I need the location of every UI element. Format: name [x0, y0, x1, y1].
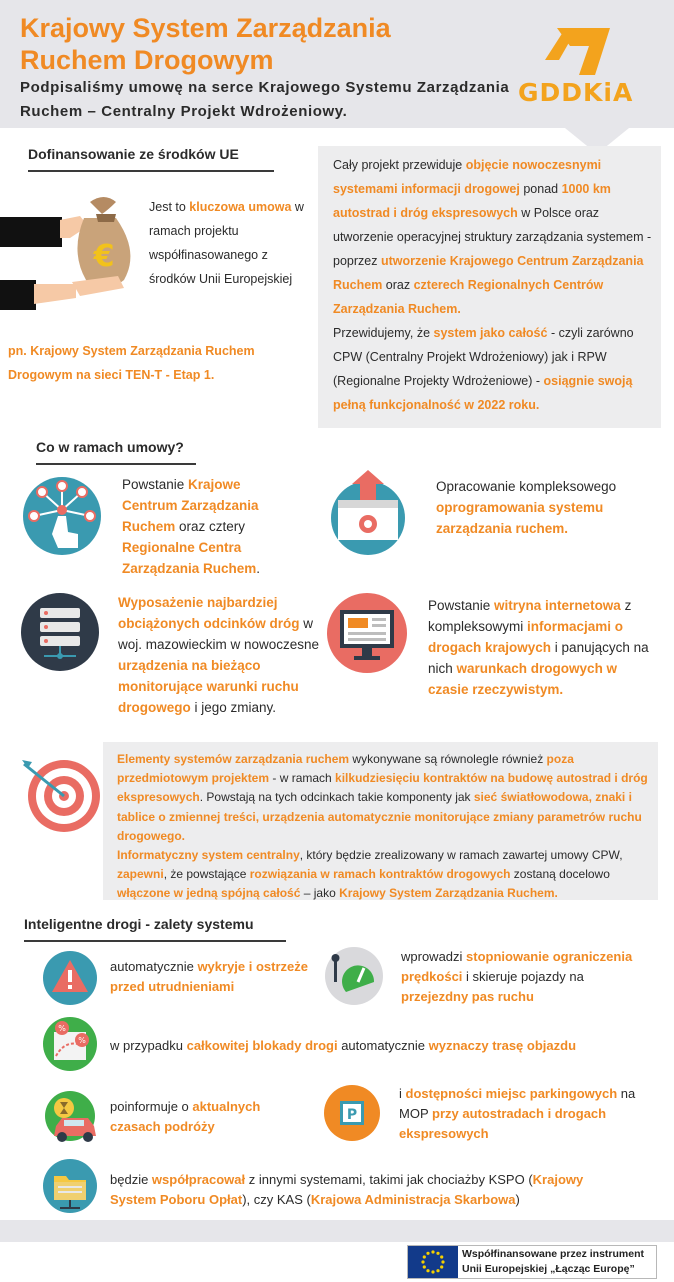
scope-text-part: Opracowanie kompleksowego — [436, 479, 617, 494]
elements-text-part: - w ramach — [269, 771, 336, 786]
scope-highlight: Wyposażenie najbardziej obciążonych odcinków dróg — [118, 595, 300, 631]
target-arrow-icon — [18, 752, 102, 836]
euro-symbol: € — [93, 239, 115, 274]
scope-highlight: witryna internetowa — [494, 598, 621, 613]
website-monitor-icon — [326, 592, 408, 674]
route-map-icon — [42, 1016, 98, 1072]
eu-funding-badge — [407, 1245, 657, 1279]
scope-item-centers — [122, 474, 287, 579]
scope-text-part: i panujących na nich — [428, 640, 649, 676]
elements-highlight: Krajowy System Zarządzania Ruchem. — [339, 886, 558, 901]
eu-flag-icon — [408, 1246, 458, 1278]
scope-text-part: i jego zmiany. — [190, 700, 277, 715]
benefit-cooperation — [110, 1170, 630, 1210]
benefit-travel-time — [110, 1097, 310, 1137]
benefit-text-part: automatycznie — [110, 959, 198, 974]
scope-text-part: Powstanie — [122, 477, 189, 492]
eu-funding-text: Współfinansowane przez instrument Unii Europejskiej „Łącząc Europę” — [462, 1248, 645, 1275]
elements-text-part: . Powstają na tych odcinkach takie komponenty jak — [199, 790, 474, 805]
page-subtitle: Podpisaliśmy umowę na serce Krajowego Systemu Zarządzania Ruchem – Centralny Projekt Wdrożeniowy. — [20, 79, 510, 120]
scope-text-part: Powstanie — [428, 598, 495, 613]
elements-text-part: , że powstające — [163, 867, 250, 882]
folder-network-icon — [40, 1158, 100, 1216]
overview-highlight: 1000 km autostrad i dróg ekspresowych — [333, 182, 611, 220]
benefit-text-part: na MOP — [399, 1086, 636, 1121]
benefit-text-part: i skieruje pojazdy na — [462, 969, 584, 984]
parking-icon — [323, 1084, 381, 1142]
funding-text-part: Jest to — [149, 200, 190, 214]
svg-text:%: % — [78, 1036, 86, 1045]
benefit-text-part: w przypadku — [110, 1038, 187, 1053]
benefit-detour — [110, 1036, 630, 1056]
elements-highlight: Elementy systemów zarządzania ruchem — [117, 752, 350, 766]
benefit-highlight: Krajowa Administracja Skarbowa — [310, 1192, 516, 1207]
overview-text-part: ponad — [519, 182, 562, 196]
overview-text-part: w Polsce oraz utworzenie operacyjnej struktury zarządzania systemem - poprzez — [333, 206, 652, 268]
benefit-speed — [401, 947, 646, 1007]
svg-text:P: P — [346, 1107, 358, 1123]
svg-text:%: % — [58, 1024, 66, 1033]
funding-text-part: w ramach projektu współfinasowanego z środków Unii Europejskiej — [149, 200, 304, 286]
section-heading-benefits: Inteligentne drogi - zalety systemu — [24, 916, 286, 942]
benefit-highlight: wyznaczy trasę objazdu — [428, 1038, 577, 1053]
overview-text — [333, 153, 653, 417]
overview-text-part: oraz — [382, 278, 414, 292]
page-title: Krajowy System Zarządzania Ruchem Drogowym — [20, 13, 391, 75]
benefit-text-part: automatycznie — [337, 1038, 429, 1053]
benefit-text-part: z innymi systemami, takimi jak chociażby KSPO ( — [245, 1172, 533, 1187]
section-heading-funding: Dofinansowanie ze środków UE — [28, 146, 274, 172]
benefit-parking — [399, 1084, 649, 1144]
elements-text-part: – jako — [300, 886, 340, 901]
elements-text-part: zostaną docelowo — [510, 867, 610, 882]
network-hand-icon — [22, 476, 102, 556]
elements-highlight: poza przedmiotowym projektem — [117, 752, 574, 786]
overview-highlight: system jako całość — [433, 326, 548, 340]
scope-text-part: z kompleksowymi — [428, 598, 632, 634]
elements-highlight: Informatyczny system centralny — [117, 848, 300, 863]
benefit-text-part: ) — [515, 1192, 520, 1207]
elements-highlight: rozwiązania w ramach kontraktów drogowych — [249, 867, 511, 882]
elements-highlight: zapewni — [117, 867, 164, 882]
money-bag-handover-icon — [0, 192, 140, 317]
scope-highlight: Regionalne Centra Zarządzania Ruchem — [122, 540, 257, 576]
overview-highlight: utworzenie Krajowego Centrum Zarządzania Ruchem — [333, 254, 644, 292]
scope-text-part: oraz cztery — [175, 519, 246, 534]
benefit-highlight: wykryje i ostrzeże przed utrudnieniami — [110, 959, 308, 994]
benefit-highlight: przejezdny pas ruchu — [401, 989, 534, 1004]
speed-gauge-icon — [324, 946, 384, 1006]
overview-text-part: Cały projekt przewiduje — [333, 158, 466, 172]
scope-highlight: Krajowe Centrum Zarządzania Ruchem — [122, 477, 259, 534]
benefit-text-part: wprowadzi — [401, 949, 467, 964]
elements-highlight: włączone w jedną spójną całość — [117, 886, 301, 901]
benefit-text-part: będzie — [110, 1172, 152, 1187]
gddkia-logo-text: GDDKiA — [518, 78, 634, 107]
elements-text-part: , który będzie zrealizowany w ramach zawartej umowy CPW, — [299, 848, 623, 863]
benefit-highlight: aktualnych czasach podróży — [110, 1099, 261, 1134]
server-rack-icon — [20, 592, 100, 672]
scope-highlight: warunkach drogowych w czasie rzeczywistym. — [428, 661, 618, 697]
overview-text-part: - czyli zarówno CPW (Centralny Projekt Wdrożeniowy) jak i RPW (Regionalne Projekty Wdrożeniowe) - — [333, 326, 634, 388]
overview-highlight: czterech Regionalnych Centrów Zarządzania Ruchem. — [333, 278, 604, 316]
scope-text-part: w woj. mazowieckim w nowoczesne — [118, 616, 320, 652]
benefit-text-part: poinformuje o — [110, 1099, 193, 1114]
benefit-highlight: dostępności miejsc parkingowych — [405, 1086, 618, 1101]
section-heading-scope: Co w ramach umowy? — [36, 439, 196, 465]
benefit-highlight: całkowitej blokady drogi — [186, 1038, 338, 1053]
benefit-text-part: i — [399, 1086, 406, 1101]
overview-highlight: objęcie nowoczesnymi systemami informacji drogowej — [333, 158, 602, 196]
scope-item-website — [428, 595, 658, 700]
software-window-gear-icon — [330, 470, 406, 556]
benefit-detect — [110, 957, 320, 997]
scope-item-devices — [118, 592, 323, 718]
benefit-highlight: przy autostradach i drogach ekspresowych — [399, 1106, 607, 1141]
benefit-highlight: stopniowanie ograniczenia prędkości — [401, 949, 633, 984]
scope-highlight: informacjami o drogach krajowych — [428, 619, 624, 655]
overview-text-part: Przewidujemy, że — [333, 326, 434, 340]
footer-band — [0, 1220, 674, 1242]
travel-time-car-icon — [42, 1090, 100, 1146]
warning-icon — [42, 950, 98, 1006]
funding-text-highlight: kluczowa umowa — [189, 200, 292, 214]
scope-text-part: . — [256, 561, 261, 576]
scope-highlight: urządzenia na bieżąco monitorujące warunki ruchu drogowego — [118, 658, 299, 715]
scope-item-software — [436, 476, 656, 539]
project-name: pn. Krajowy System Zarządzania Ruchem Drogowym na sieci TEN-T - Etap 1. — [8, 344, 255, 382]
benefit-highlight: współpracował — [151, 1172, 246, 1187]
overview-highlight: osiągnie swoją pełną funkcjonalność w 2022 roku. — [333, 374, 633, 412]
benefit-text-part: ), czy KAS ( — [242, 1192, 311, 1207]
elements-highlight: sieć światłowodowa, znaki i tablice o zmiennej treści, urządzenia automatycznie monitorujące zmiany parametrów ruchu drogowego. — [117, 790, 642, 843]
funding-text — [149, 195, 309, 291]
scope-highlight: oprogramowania systemu zarządzania ruchem. — [436, 500, 604, 536]
elements-highlight: kilkudziesięciu kontraktów na budowę autostrad i dróg ekspresowych — [117, 771, 648, 805]
elements-text — [117, 750, 652, 904]
benefit-highlight: Krajowy System Poboru Opłat — [110, 1172, 584, 1207]
elements-text-part: wykonywane są równolegle również — [349, 752, 547, 766]
